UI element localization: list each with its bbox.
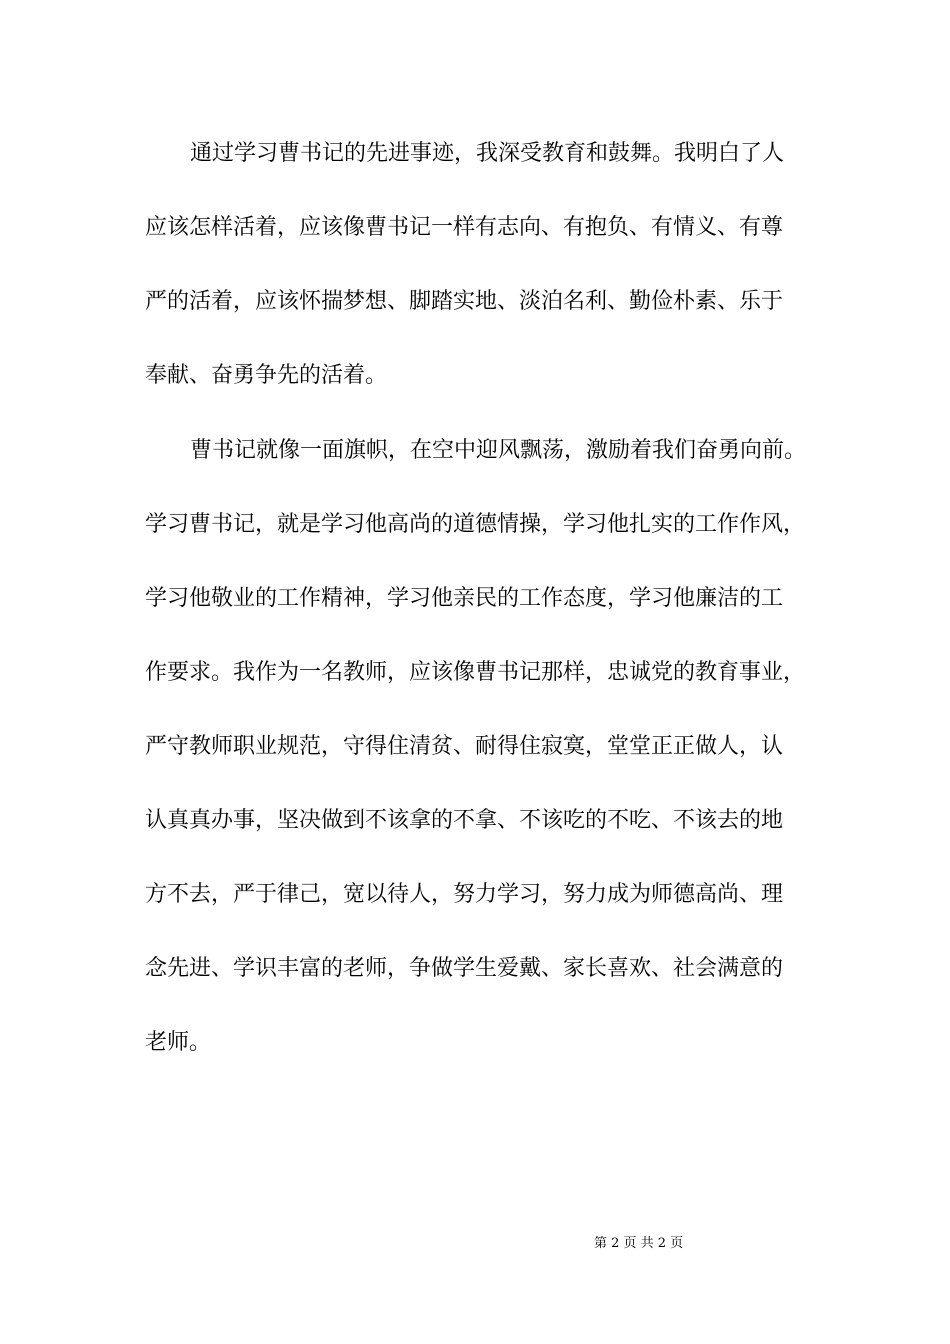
- paragraph-2-line-4: 作要求。我作为一名教师，应该像曹书记那样，忠诚党的教育事业，: [145, 660, 806, 685]
- paragraph-1-line-3: 严的活着，应该怀揣梦想、脚踏实地、淡泊名利、勤俭朴素、乐于: [145, 289, 784, 314]
- paragraph-2-line-2: 学习曹书记，就是学习他高尚的道德情操，学习他扎实的工作作风，: [145, 512, 806, 537]
- paragraph-1-line-2: 应该怎样活着，应该像曹书记一样有志向、有抱负、有情义、有尊: [145, 215, 784, 240]
- paragraph-2-line-9: 老师。: [145, 1030, 212, 1055]
- paragraph-2-line-5: 严守教师职业规范，守得住清贫、耐得住寂寞，堂堂正正做人，认: [145, 734, 784, 759]
- paragraph-2-line-6: 认真真办事，坚决做到不该拿的不拿、不该吃的不吃、不该去的地: [145, 808, 784, 833]
- page-number-label: 第 2 页 共 2 页: [594, 1236, 684, 1251]
- paragraph-2-line-8: 念先进、学识丰富的老师，争做学生爱戴、家长喜欢、社会满意的: [145, 956, 784, 981]
- paragraph-1-line-4: 奉献、奋勇争先的活着。: [145, 363, 388, 388]
- paragraph-1-line-1: 通过学习曹书记的先进事迹，我深受教育和鼓舞。我明白了人: [190, 141, 785, 166]
- paragraph-2-line-7: 方不去，严于律己，宽以待人，努力学习，努力成为师德高尚、理: [145, 882, 784, 907]
- paragraph-2-line-1: 曹书记就像一面旗帜，在空中迎风飘荡，激励着我们奋勇向前。: [190, 438, 807, 463]
- paragraph-2-line-3: 学习他敬业的工作精神，学习他亲民的工作态度，学习他廉洁的工: [145, 586, 784, 611]
